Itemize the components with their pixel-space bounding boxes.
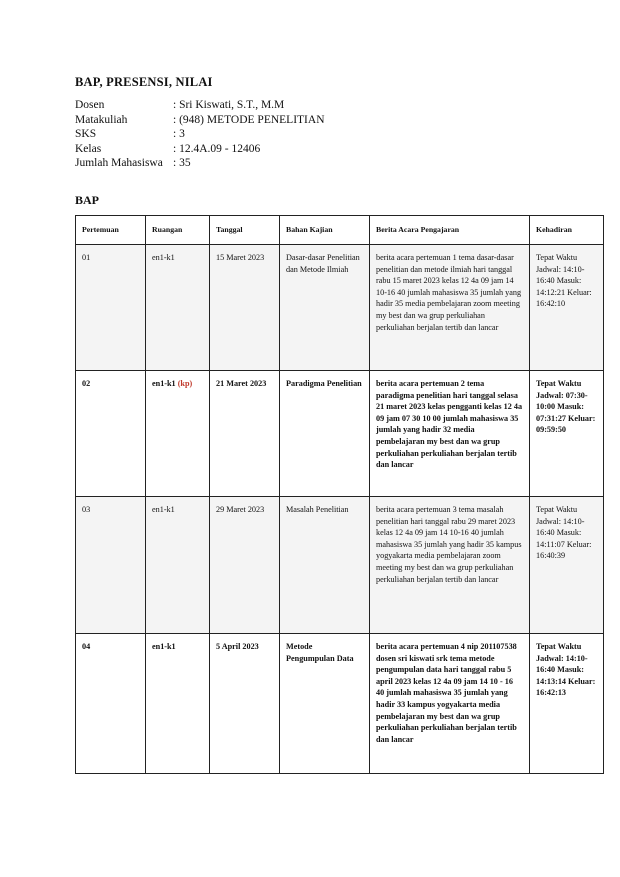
- cell-tanggal: 21 Maret 2023: [210, 371, 280, 497]
- cell-bahan-kajian: Masalah Penelitian: [280, 497, 370, 634]
- meta-label: Kelas: [75, 142, 102, 155]
- table-header-row: [76, 216, 604, 245]
- cell-tanggal: 15 Maret 2023: [210, 245, 280, 371]
- cell-pertemuan: 04: [76, 634, 146, 774]
- cell-berita-acara: berita acara pertemuan 1 tema dasar-dasar penelitian dan metode ilmiah hari tanggal rabu 15 maret 2023 kelas 12 4a 09 jam 14 10-16 40 jumlah mahasiswa 35 jumlah yang hadir 35 media pembelajaran zoom meeting my best dan wa grup perkuliahan perkuliahan berjalan tertib dan lancar: [370, 245, 530, 371]
- meta-label: Jumlah Mahasiswa: [75, 157, 163, 170]
- cell-pertemuan: 03: [76, 497, 146, 634]
- cell-pertemuan: 01: [76, 245, 146, 371]
- cell-ruangan: [146, 371, 210, 497]
- cell-pertemuan: 02: [76, 371, 146, 497]
- cell-berita-acara: berita acara pertemuan 4 nip 201107538 dosen sri kiswati srk tema metode pengumpulan data hari tanggal rabu 5 april 2023 kelas 12 4a 09 jam 14 10 - 16 40 jumlah mahasiswa 35 jumlah yang hadir 33 kampus yogyakarta media pembelajaran my best dan wa grup perkuliahan perkuliahan berjalan tertib dan lancar: [370, 634, 530, 774]
- cell-kehadiran: Tepat Waktu Jadwal: 07:30-10:00 Masuk: 07:31:27 Keluar: 09:59:50: [530, 371, 604, 497]
- cell-tanggal: 29 Maret 2023: [210, 497, 280, 634]
- cell-ruangan: [146, 245, 210, 371]
- meta-label: Dosen: [75, 99, 105, 111]
- table-row: [76, 245, 604, 371]
- cell-berita-acara: berita acara pertemuan 3 tema masalah penelitian hari tanggal rabu 29 maret 2023 kelas 12 4a 09 jam 14 10-16 40 jumlah mahasiswa 35 jumlah yang hadir 35 kampus yogyakarta media pembelajaran zoom meeting my best dan wa grup perkuliahan perkuliahan berjalan tertib dan lancar: [370, 497, 530, 634]
- cell-ruangan: [146, 497, 210, 634]
- room-code: en1-k1: [152, 642, 176, 651]
- course-info: [75, 98, 325, 171]
- replacement-class-tag: (kp): [177, 379, 193, 388]
- document-title: BAP, PRESENSI, NILAI: [75, 75, 213, 89]
- cell-bahan-kajian: Metode Pengumpulan Data: [280, 634, 370, 774]
- header-ruangan: Ruangan: [146, 216, 210, 245]
- bap-table: [75, 215, 604, 774]
- header-berita-acara: Berita Acara Pengajaran: [370, 216, 530, 245]
- meta-row-dosen: [75, 98, 325, 113]
- header-kehadiran: Kehadiran: [530, 216, 604, 245]
- cell-kehadiran: Tepat Waktu Jadwal: 14:10-16:40 Masuk: 14:12:21 Keluar: 16:42:10: [530, 245, 604, 371]
- cell-bahan-kajian: Paradigma Penelitian: [280, 371, 370, 497]
- cell-kehadiran: Tepat Waktu Jadwal: 14:10-16:40 Masuk: 14:13:14 Keluar: 16:42:13: [530, 634, 604, 774]
- room-code: en1-k1: [152, 505, 175, 514]
- cell-tanggal: 5 April 2023: [210, 634, 280, 774]
- meta-value: : 12.4A.09 - 12406: [173, 142, 261, 155]
- meta-value: : 35: [173, 157, 191, 170]
- meta-value: : (948) METODE PENELITIAN: [173, 113, 325, 126]
- header-tanggal: Tanggal: [210, 216, 280, 245]
- header-bahan-kajian: Bahan Kajian: [280, 216, 370, 245]
- meta-label: SKS: [75, 128, 97, 141]
- meta-row-jumlah-mahasiswa: [75, 156, 325, 171]
- meta-value: : Sri Kiswati, S.T., M.M: [173, 99, 285, 111]
- table-row: [76, 497, 604, 634]
- cell-berita-acara: berita acara pertemuan 2 tema paradigma penelitian hari tanggal selasa 21 maret 2023 kelas pengganti kelas 12 4a 09 jam 07 30 10 00 jumlah mahasiswa 35 jumlah yang hadir 32 media pembelajaran my best dan wa grup perkuliahan perkuliahan berjalan tertib dan lancar: [370, 371, 530, 497]
- meta-row-matakuliah: [75, 113, 325, 128]
- table-row: [76, 634, 604, 774]
- cell-bahan-kajian: Dasar-dasar Penelitian dan Metode Ilmiah: [280, 245, 370, 371]
- room-code: en1-k1: [152, 379, 176, 388]
- room-code: en1-k1: [152, 253, 175, 262]
- table-row: [76, 371, 604, 497]
- header-pertemuan: Pertemuan: [76, 216, 146, 245]
- cell-kehadiran: Tepat Waktu Jadwal: 14:10-16:40 Masuk: 14:11:07 Keluar: 16:40:39: [530, 497, 604, 634]
- cell-ruangan: [146, 634, 210, 774]
- meta-row-sks: [75, 127, 325, 142]
- section-title: BAP: [75, 193, 99, 207]
- meta-label: Matakuliah: [75, 113, 128, 126]
- meta-row-kelas: [75, 142, 325, 157]
- meta-value: : 3: [173, 128, 185, 141]
